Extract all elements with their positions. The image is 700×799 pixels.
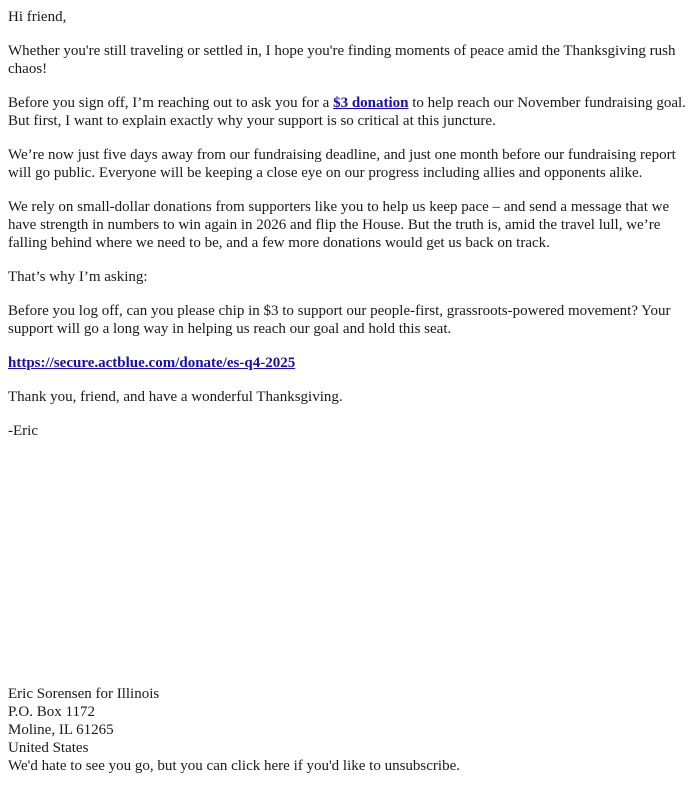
footer-unsubscribe-text[interactable]: We'd hate to see you go, but you can click here if you'd like to unsubscribe. xyxy=(8,758,460,774)
paragraph-asking: That’s why I’m asking: xyxy=(8,269,148,285)
donation-ask-before-link: Before you sign off, I’m reaching out to ask you for a xyxy=(8,95,334,111)
donation-link[interactable]: $3 donation xyxy=(333,95,409,111)
signature: -Eric xyxy=(8,423,38,439)
donation-ask-after-link: to help reach our November fundraising goal. But first, I want to explain exactly why your support is so critical at this juncture. xyxy=(8,95,686,129)
paragraph-small-dollar: We rely on small-dollar donations from supporters like you to help us keep pace – and send a message that we have strength in numbers to win again in 2026 and flip the House. But the truth is, amid the travel lull, we’re falling behind where we need to be, and a few more donations would get us back on track. xyxy=(8,199,670,251)
greeting: Hi friend, xyxy=(8,9,67,25)
closing: Thank you, friend, and have a wonderful Thanksgiving. xyxy=(8,389,343,405)
email-footer xyxy=(8,685,692,775)
paragraph-chip-in: Before you log off, can you please chip in $3 to support our people-first, grassroots-powered movement? Your support will go a long way in helping us reach our goal and hold this seat. xyxy=(8,303,671,337)
email-body xyxy=(8,8,692,456)
footer-po-box: P.O. Box 1172 xyxy=(8,704,95,720)
footer-country: United States xyxy=(8,740,89,756)
footer-org-name: Eric Sorensen for Illinois xyxy=(8,686,160,702)
paragraph-deadline: We’re now just five days away from our fundraising deadline, and just one month before our fundraising report will go public. Everyone will be keeping a close eye on our progress including allies and opponents alike. xyxy=(8,147,676,181)
donate-url-link[interactable]: https://secure.actblue.com/donate/es-q4-2025 xyxy=(8,355,296,371)
paragraph-donation-ask xyxy=(8,94,692,130)
paragraph-intro: Whether you're still traveling or settled in, I hope you're finding moments of peace amid the Thanksgiving rush chaos! xyxy=(8,43,676,77)
footer-city-state-zip: Moline, IL 61265 xyxy=(8,722,114,738)
donate-url-paragraph xyxy=(8,354,692,372)
